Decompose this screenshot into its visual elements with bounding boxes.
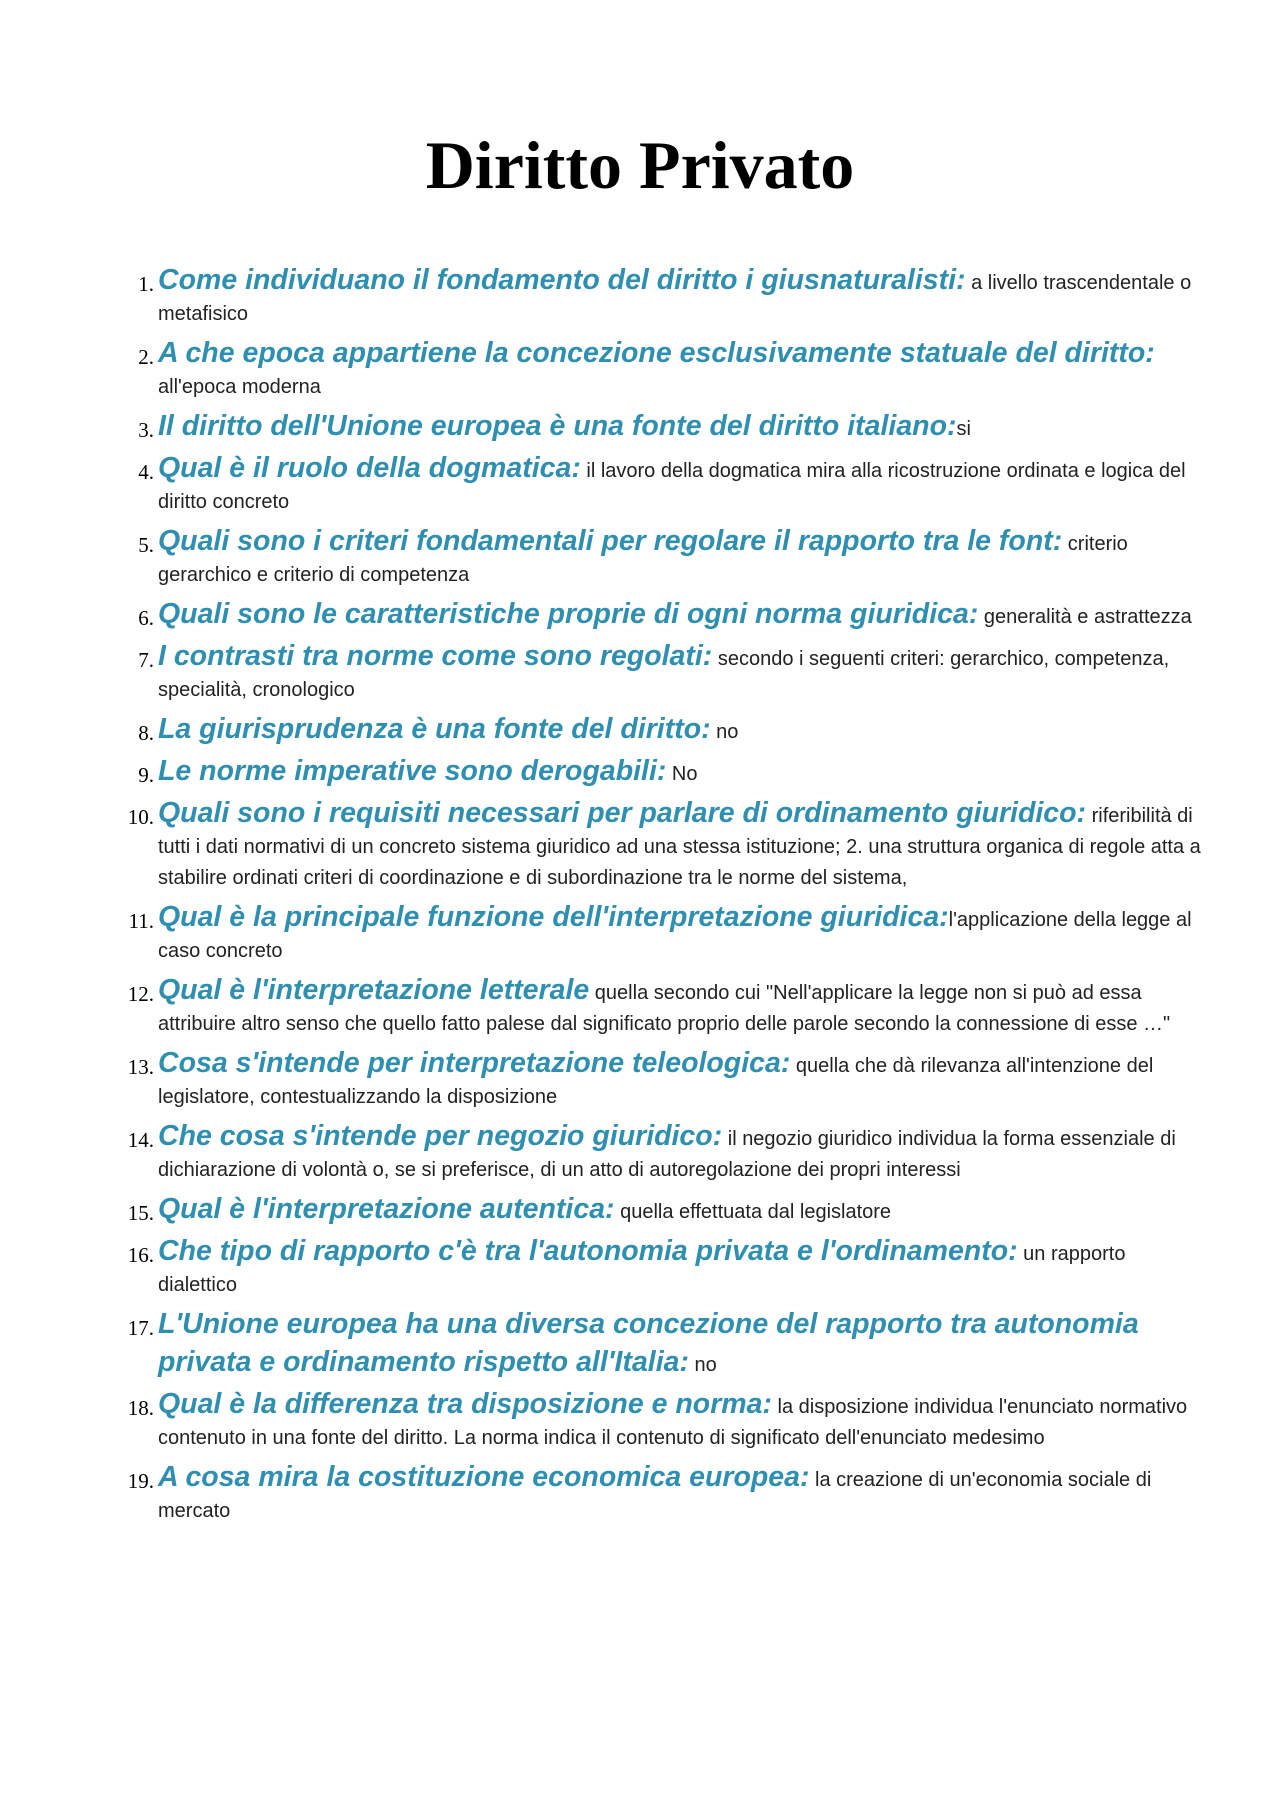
list-item: [0, 1045, 1280, 1114]
list-item: [0, 1386, 1280, 1455]
item-number: 5.: [138, 533, 154, 557]
item-text: [158, 753, 1205, 791]
question-text: Cosa s'intende per interpretazione teleologica:: [158, 1047, 791, 1079]
list-item: [0, 1191, 1280, 1229]
answer-text: quella che dà rilevanza all'intenzione del legislatore, contestualizzando la disposizione: [158, 1055, 1154, 1108]
item-text: [158, 262, 1205, 331]
answer-text: la creazione di un'economia sociale di mercato: [158, 1469, 1152, 1522]
item-number: 1.: [138, 272, 154, 296]
list-item: [0, 899, 1280, 968]
question-text: L'Unione europea ha una diversa concezione del rapporto tra autonomia privata e ordinamento rispetto all'Italia:: [158, 1308, 1139, 1378]
answer-text: all'epoca moderna: [158, 376, 321, 398]
item-number: 17.: [127, 1316, 154, 1340]
list-item: [0, 262, 1280, 331]
item-text: [158, 335, 1205, 404]
question-text: Qual è l'interpretazione letterale: [158, 974, 590, 1006]
list-item: [0, 753, 1280, 791]
item-number: 4.: [138, 460, 154, 484]
question-text: Quali sono i requisiti necessari per parlare di ordinamento giuridico:: [158, 797, 1087, 829]
list-item: [0, 1118, 1280, 1187]
item-text: [158, 899, 1205, 968]
question-text: La giurisprudenza è una fonte del diritto:: [158, 713, 711, 745]
question-text: Che cosa s'intende per negozio giuridico:: [158, 1120, 723, 1152]
item-text: [158, 795, 1205, 895]
item-text: [158, 596, 1205, 634]
answer-text: riferibilità di tutti i dati normativi di un concreto sistema giuridico ad una stessa istituzione; 2. una struttura organica di regole atta a stabilire ordinati criteri di coordinazione e di subordinazione tra le norme del sistema,: [158, 805, 1201, 889]
list-item: [0, 795, 1280, 895]
answer-text: no: [710, 721, 739, 743]
question-text: A che epoca appartiene la concezione esclusivamente statuale del diritto:: [158, 337, 1155, 369]
item-number: 11.: [128, 909, 154, 933]
question-text: Che tipo di rapporto c'è tra l'autonomia privata e l'ordinamento:: [158, 1235, 1018, 1267]
item-number: 13.: [127, 1055, 154, 1079]
item-text: [158, 1118, 1205, 1187]
item-number: 7.: [138, 648, 154, 672]
list-item: [0, 408, 1280, 446]
item-number: 8.: [138, 721, 154, 745]
question-text: A cosa mira la costituzione economica europea:: [158, 1461, 810, 1493]
item-text: [158, 523, 1205, 592]
item-text: [158, 711, 1205, 749]
answer-text: il negozio giuridico individua la forma essenziale di dichiarazione di volontà o, se si preferisce, di un atto di autoregolazione dei propri interessi: [158, 1128, 1176, 1181]
item-text: [158, 972, 1205, 1041]
question-text: Qual è l'interpretazione autentica:: [158, 1193, 615, 1225]
answer-text: criterio gerarchico e criterio di competenza: [158, 533, 1128, 586]
item-number: 18.: [127, 1396, 154, 1420]
item-text: [158, 450, 1205, 519]
item-number: 19.: [127, 1469, 154, 1493]
answer-text: la disposizione individua l'enunciato normativo contenuto in una fonte del diritto. La norma indica il contenuto di significato dell'enunciato medesimo: [158, 1396, 1188, 1449]
question-list: [0, 262, 1280, 1532]
question-text: Quali sono le caratteristiche proprie di ogni norma giuridica:: [158, 598, 979, 630]
item-text: [158, 1045, 1205, 1114]
item-number: 2.: [138, 345, 154, 369]
answer-text: generalità e astrattezza: [978, 606, 1192, 628]
item-text: [158, 1306, 1205, 1382]
answer-text: un rapporto dialettico: [158, 1243, 1126, 1296]
question-text: Il diritto dell'Unione europea è una fonte del diritto italiano:: [158, 410, 957, 442]
answer-text: quella effettuata dal legislatore: [614, 1201, 892, 1223]
list-item: [0, 596, 1280, 634]
item-text: [158, 638, 1205, 707]
item-text: [158, 1459, 1205, 1528]
answer-text: si: [956, 418, 971, 440]
item-text: [158, 1233, 1205, 1302]
list-item: [0, 1306, 1280, 1382]
item-number: 15.: [127, 1201, 154, 1225]
item-text: [158, 1386, 1205, 1455]
item-number: 10.: [127, 805, 154, 829]
item-number: 12.: [127, 982, 154, 1006]
question-text: Come individuano il fondamento del diritto i giusnaturalisti:: [158, 264, 966, 296]
item-number: 3.: [138, 418, 154, 442]
list-item: [0, 711, 1280, 749]
item-number: 9.: [138, 763, 154, 787]
question-text: Qual è la principale funzione dell'interpretazione giuridica:: [158, 901, 949, 933]
answer-text: l'applicazione della legge al caso concreto: [158, 909, 1192, 962]
list-item: [0, 335, 1280, 404]
answer-text: No: [666, 763, 698, 785]
item-number: 6.: [138, 606, 154, 630]
list-item: [0, 523, 1280, 592]
item-text: [158, 408, 1205, 446]
question-text: Qual è la differenza tra disposizione e norma:: [158, 1388, 772, 1420]
question-text: I contrasti tra norme come sono regolati:: [158, 640, 713, 672]
answer-text: il lavoro della dogmatica mira alla ricostruzione ordinata e logica del diritto concreto: [158, 460, 1186, 513]
list-item: [0, 1233, 1280, 1302]
answer-text: a livello trascendentale o metafisico: [158, 272, 1192, 325]
question-text: Le norme imperative sono derogabili:: [158, 755, 667, 787]
list-item: [0, 972, 1280, 1041]
page-title: Diritto Privato: [425, 127, 855, 203]
answer-text: quella secondo cui "Nell'applicare la legge non si può ad essa attribuire altro senso che quello fatto palese dal significato proprio delle parole secondo la connessione di esse …": [158, 982, 1171, 1035]
list-item: [0, 1459, 1280, 1528]
answer-text: secondo i seguenti criteri: gerarchico, competenza, specialità, cronologico: [158, 648, 1170, 701]
list-item: [0, 638, 1280, 707]
question-text: Qual è il ruolo della dogmatica:: [158, 452, 581, 484]
item-number: 14.: [127, 1128, 154, 1152]
list-item: [0, 450, 1280, 519]
item-text: [158, 1191, 1205, 1229]
answer-text: no: [688, 1354, 717, 1376]
item-number: 16.: [127, 1243, 154, 1267]
question-text: Quali sono i criteri fondamentali per regolare il rapporto tra le font:: [158, 525, 1063, 557]
